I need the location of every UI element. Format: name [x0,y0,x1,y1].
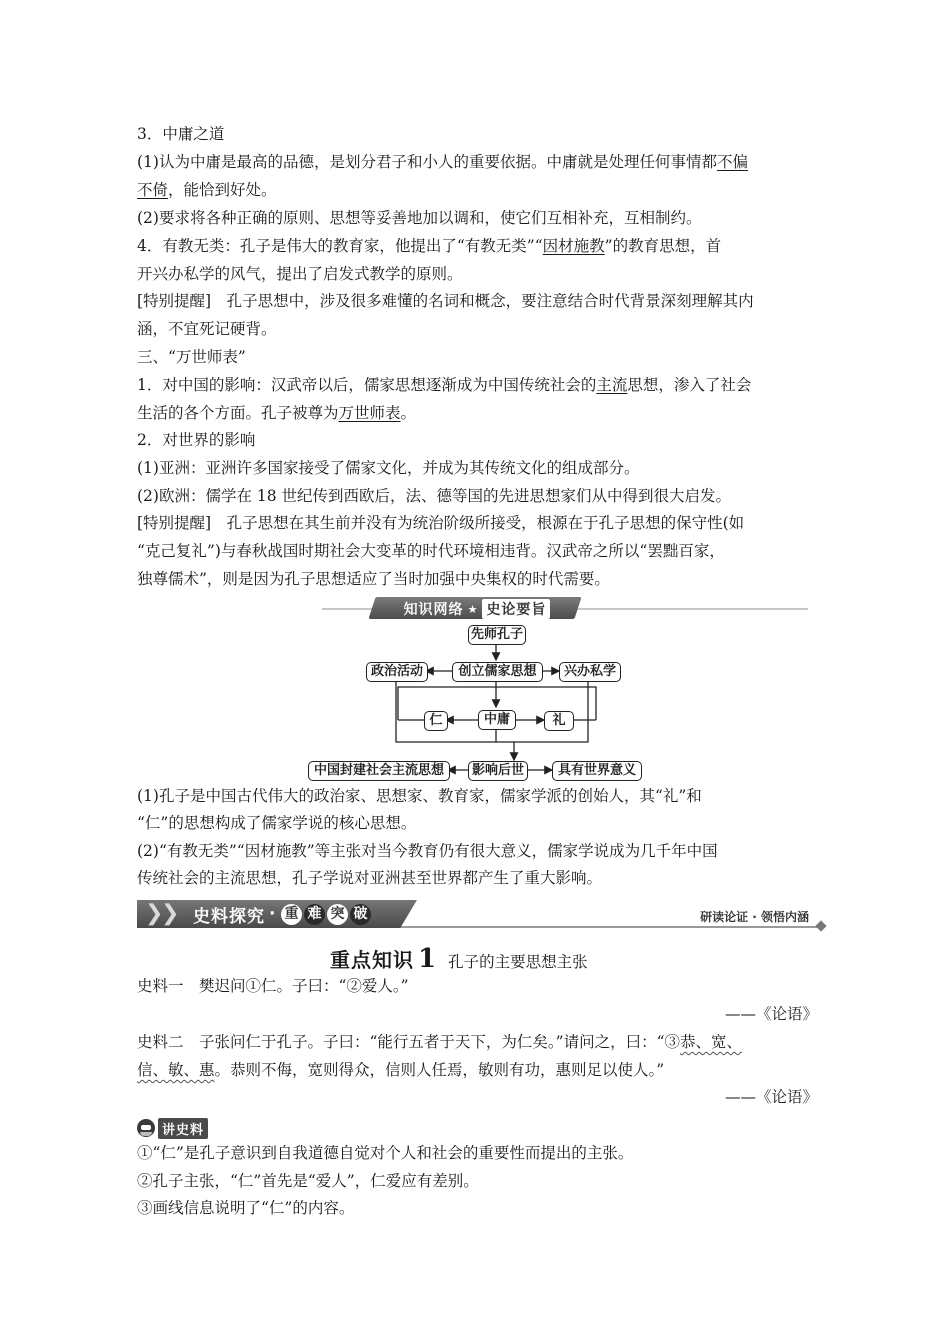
text: ②孔子主张，“仁”首先是“爱人”，仁爱应有差别。 [137,1172,479,1190]
underlined-term: 主流 [596,376,628,394]
text: 传统社会的主流思想，孔子学说对亚洲甚至世界都产生了重大影响。 [137,869,603,887]
talk-label-text: 讲史料 [158,1118,208,1139]
tip-line [137,319,277,339]
text: 生活的各个方面。孔子被尊为 [137,404,339,422]
text: 独尊儒术”，则是因为孔子思想适应了当时加强中央集权的时代需要。 [137,570,610,588]
key-point-title [330,944,588,972]
text: (2)要求将各种正确的原则、思想等妥善地加以调和，使它们互相补充，互相制约。 [137,209,702,227]
talk-sources-label [137,1117,208,1139]
wavy-underlined-text: 信、敏、惠 [137,1061,215,1079]
text: ”的教育思想，首 [604,237,722,255]
node-li: 礼 [544,711,574,731]
paragraph-line [137,403,416,423]
text: ，能恰到好处。 [168,181,277,199]
chevron-right-icon: ❯ [145,901,164,926]
source-2-citation [725,1087,818,1107]
tip-line [137,569,610,589]
source-2 [137,1032,742,1052]
text: 。 [400,404,417,422]
heading-zhongyong [137,124,224,144]
node-private-school: 兴办私学 [559,662,621,682]
heading-wanshi [137,347,246,367]
chevron-right-icon: ❯ [161,901,180,926]
diagram-connectors [300,622,660,782]
paragraph-line [137,264,463,284]
separator-dot: · [269,904,277,924]
source-1-citation [725,1004,818,1024]
text: (1)孔子是中国古代伟大的政治家、思想家、教育家，儒家学派的创始人，其“礼”和 [137,787,702,805]
note-line [137,1143,633,1163]
circle-char: 重 [281,904,302,925]
node-mainstream-thought: 中国封建社会主流思想 [308,761,450,781]
banner-right-label: 史论要旨 [482,599,550,619]
text: ——《论语》 [724,1005,818,1023]
summary-line [137,841,718,861]
star-icon: ★ [467,602,479,616]
circle-char: 难 [304,904,325,925]
key-point-number: 1 [418,944,437,974]
note-line [137,1171,479,1191]
node-found-confucianism: 创立儒家思想 [452,662,543,682]
section-subtitle: 研读论证 · 领悟内涵 [700,910,809,924]
paragraph-line [137,180,277,200]
banner-left-label: 知识网络 [403,602,464,618]
underlined-term: 不偏 [716,153,748,171]
node-world-significance: 具有世界意义 [552,761,642,781]
text: 3．中庸之道 [137,125,225,143]
key-point-text: 孔子的主要思想主张 [448,953,588,971]
summary-line [137,813,416,833]
text: 2．对世界的影响 [137,431,256,449]
text: 1．对中国的影响：汉武帝以后，儒家思想逐渐成为中国传统社会的 [137,376,597,394]
key-point-label: 重点知识 [330,948,414,972]
teacher-icon [137,1119,155,1137]
section-title-text: 史料探究 [193,906,265,927]
node-influence: 影响后世 [468,761,528,781]
paragraph-line [137,375,751,395]
knowledge-diagram [300,622,660,782]
source-1 [137,976,409,996]
text: (2)欧洲：儒学在 18 世纪传到西欧后，法、德等国的先进思想家们从中得到很大启发。 [137,487,732,505]
text: “仁”的思想构成了儒家学说的核心思想。 [137,814,417,832]
text: ③画线信息说明了“仁”的内容。 [137,1199,355,1217]
text: ①“仁”是孔子意识到自我道德自觉对个人和社会的重要性而提出的主张。 [137,1144,634,1162]
banner-text [382,599,572,619]
note-line [137,1198,354,1218]
text: (2)“有教无类”“因材施教”等主张对当今教育仍有很大意义，儒家学说成为几千年中国 [137,842,718,860]
text: (1)亚洲：亚洲许多国家接受了儒家文化，并成为其传统文化的组成部分。 [137,459,640,477]
underlined-term: 万世师表 [338,404,401,422]
node-political-activity: 政治活动 [366,662,428,682]
text: 思想，渗入了社会 [627,376,752,394]
paragraph-line [137,458,639,478]
summary-line [137,868,602,888]
text: 史料一 樊迟问①仁。子曰：“②爱人。” [137,977,409,995]
text: [特别提醒] 孔子思想在其生前并没有为统治阶级所接受，根源在于孔子思想的保守性(如 [137,514,745,532]
node-zhongyong: 中庸 [478,710,516,730]
paragraph-line [137,430,255,450]
paragraph-line [137,236,721,256]
wavy-underlined-text: 恭、宽、 [680,1033,743,1051]
text: 三、“万世师表” [137,348,246,366]
section-title [193,902,372,926]
diamond-icon [815,920,826,931]
circle-char: 突 [327,904,348,925]
text: 史料二 子张问仁于孔子。子曰：“能行五者于天下，为仁矣。”请问之，曰：“③ [137,1033,681,1051]
paragraph-line [137,486,731,506]
text: ——《论语》 [724,1088,818,1106]
source-2 [137,1060,664,1080]
text: 。恭则不侮，宽则得众，信则人任焉，敏则有功，惠则足以使人。” [214,1061,665,1079]
section-banner [137,900,827,932]
tip-line [137,513,744,533]
paragraph-line [137,152,748,172]
text: 4．有教无类：孔子是伟大的教育家，他提出了“有教无类”“ [137,237,543,255]
tip-line [137,541,725,561]
text: 开兴办私学的风气，提出了启发式教学的原则。 [137,265,463,283]
summary-line [137,786,702,806]
node-ren: 仁 [424,711,448,731]
circle-char: 破 [350,904,371,925]
text: “克己复礼”)与春秋战国时期社会大变革的时代环境相违背。汉武帝之所以“罢黜百家， [137,542,725,560]
knowledge-network-banner [322,596,808,622]
text: [特别提醒] 孔子思想中，涉及很多难懂的名词和概念，要注意结合时代背景深刻理解其内 [137,292,754,310]
paragraph-line [137,208,701,228]
node-xianshi-kongzi: 先师孔子 [468,625,526,645]
text: (1)认为中庸是最高的品德，是划分君子和小人的重要依据。中庸就是处理任何事情都 [137,153,717,171]
text: 涵，不宜死记硬背。 [137,320,277,338]
underlined-term: 不倚 [137,181,169,199]
underlined-term: 因材施教 [542,237,605,255]
tip-line [137,291,754,311]
